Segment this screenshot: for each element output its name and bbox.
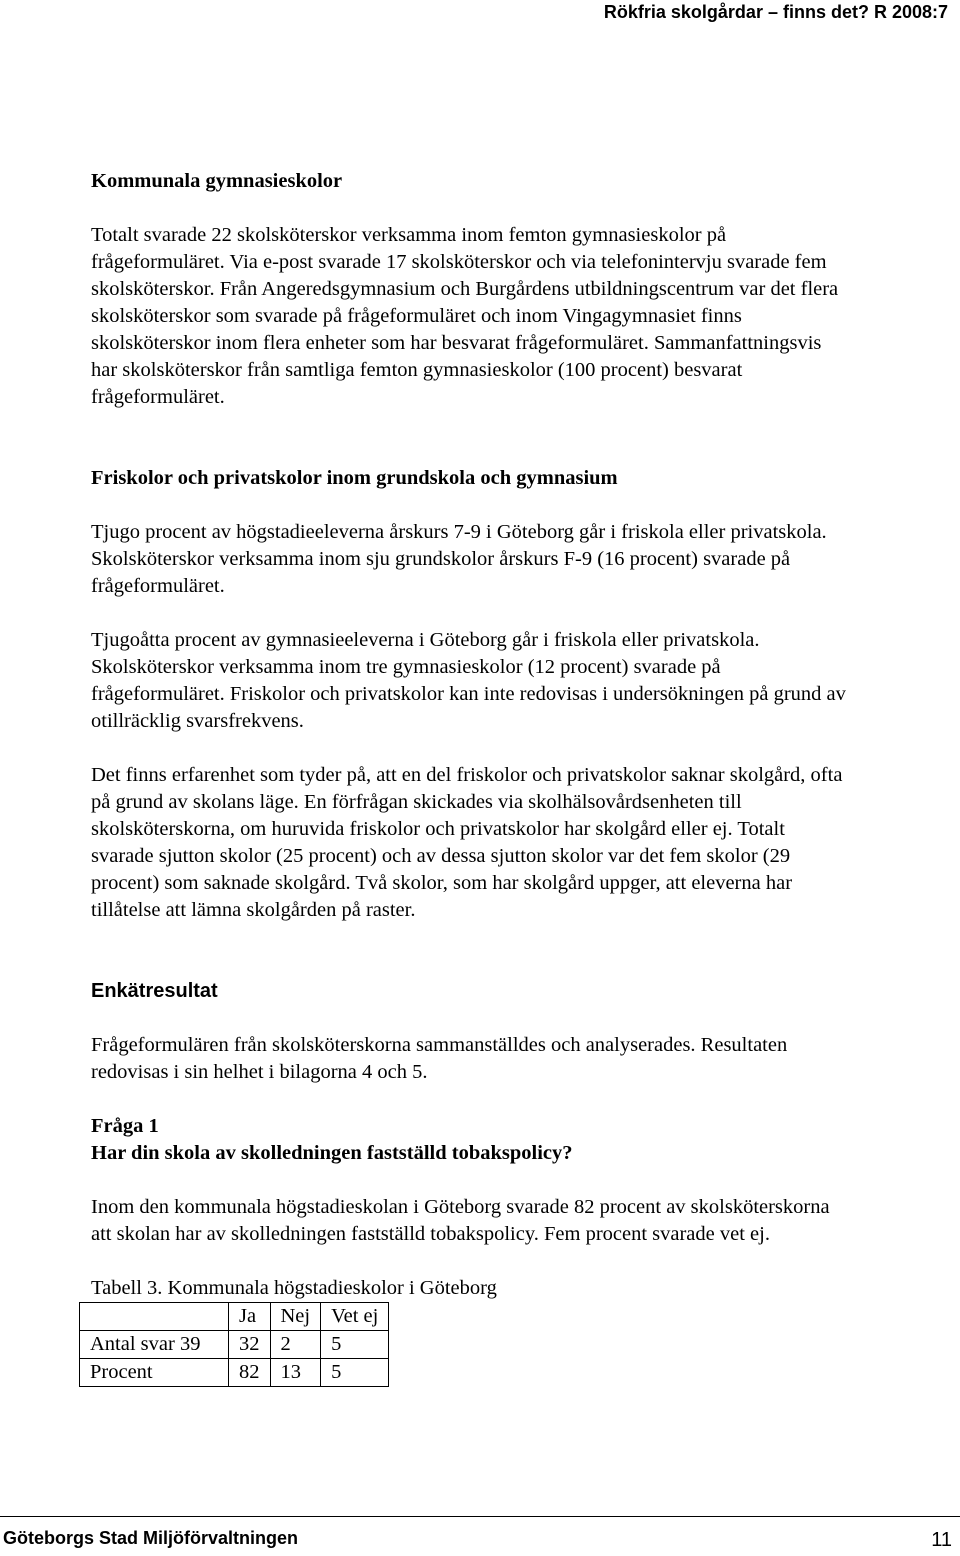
page-number: 11 (931, 1529, 952, 1551)
table-cell: 5 (321, 1331, 389, 1359)
paragraph-enkat: Frågeformulären från skolsköterskorna sammanställdes och analyserades. Resultaten redovisas i sin helhet i bilagorna 4 och 5. (91, 1034, 788, 1083)
table-cell: Procent (80, 1359, 229, 1387)
section-heading-enkat: Enkätresultat (91, 980, 218, 1002)
paragraph-fraga1: Inom den kommunala högstadieskolan i Göteborg svarade 82 procent av skolsköterskorna att skolan har av skolledningen fastställd tobakspolicy. Fem procent svarade vet ej. (91, 1196, 830, 1245)
table-caption: Tabell 3. Kommunala högstadieskolor i Göteborg (91, 1277, 497, 1299)
question-label: Fråga 1 (91, 1115, 159, 1137)
table-row (80, 1331, 389, 1359)
section-heading-friskolor: Friskolor och privatskolor inom grundskola och gymnasium (91, 467, 618, 489)
table-cell: 2 (270, 1331, 321, 1359)
table-cell: 82 (229, 1359, 271, 1387)
question-text: Har din skola av skolledningen fastställd tobakspolicy? (91, 1142, 573, 1164)
results-table (79, 1302, 389, 1387)
page-content (91, 168, 851, 1387)
table-header-cell (80, 1303, 229, 1331)
table-cell: 5 (321, 1359, 389, 1387)
footer-divider (0, 1516, 960, 1517)
table-cell: 32 (229, 1331, 271, 1359)
table-header-cell: Vet ej (321, 1303, 389, 1331)
paragraph-friskolor-1: Tjugo procent av högstadieeleverna årskurs 7-9 i Göteborg går i friskola eller privatskola. Skolsköterskor verksamma inom sju grundskolor årskurs F-9 (16 procent) svarade på frågeformuläret. (91, 521, 827, 597)
table-cell: 13 (270, 1359, 321, 1387)
paragraph-friskolor-3: Det finns erfarenhet som tyder på, att en del friskolor och privatskolor saknar skolgård, ofta på grund av skolans läge. En förfrågan skickades via skolhälsovårdsenheten till skolsköterskorna, om huruvida friskolor och privatskolor har skolgård eller ej. Totalt svarade sjutton skolor (25 procent) och av dessa sjutton skolor var det fem skolor (29 procent) som saknade skolgård. Två skolor, som har skolgård uppger, att eleverna har tillåtelse att lämna skolgården på raster. (91, 764, 843, 921)
table-header-row (80, 1303, 389, 1331)
table-row (80, 1359, 389, 1387)
paragraph-friskolor-2: Tjugoåtta procent av gymnasieeleverna i Göteborg går i friskola eller privatskola. Skolsköterskor verksamma inom tre gymnasieskolor (12 procent) svarade på frågeformuläret. Friskolor och privatskolor kan inte redovisas i undersökningen på grund av otillräcklig svarsfrekvens. (91, 629, 846, 732)
running-header: Rökfria skolgårdar – finns det? R 2008:7 (603, 2, 948, 22)
table-header-cell: Nej (270, 1303, 321, 1331)
footer-organization: Göteborgs Stad Miljöförvaltningen (3, 1528, 299, 1548)
paragraph-kommunala: Totalt svarade 22 skolsköterskor verksamma inom femton gymnasieskolor på frågeformuläret. Via e-post svarade 17 skolsköterskor och via telefonintervju svarade fem skolsköterskor. Från Angeredsgymnasium och Burgårdens utbildningscentrum var det flera skolsköterskor som svarade på frågeformuläret och inom Vingagymnasiet finns skolsköterskor inom flera enheter som har besvarat frågeformuläret. Sammanfattningsvis har skolsköterskor från samtliga femton gymnasieskolor (100 procent) besvarat frågeformuläret. (91, 224, 839, 408)
table-cell: Antal svar 39 (80, 1331, 229, 1359)
table-header-cell: Ja (229, 1303, 271, 1331)
section-heading-kommunala: Kommunala gymnasieskolor (91, 170, 343, 192)
